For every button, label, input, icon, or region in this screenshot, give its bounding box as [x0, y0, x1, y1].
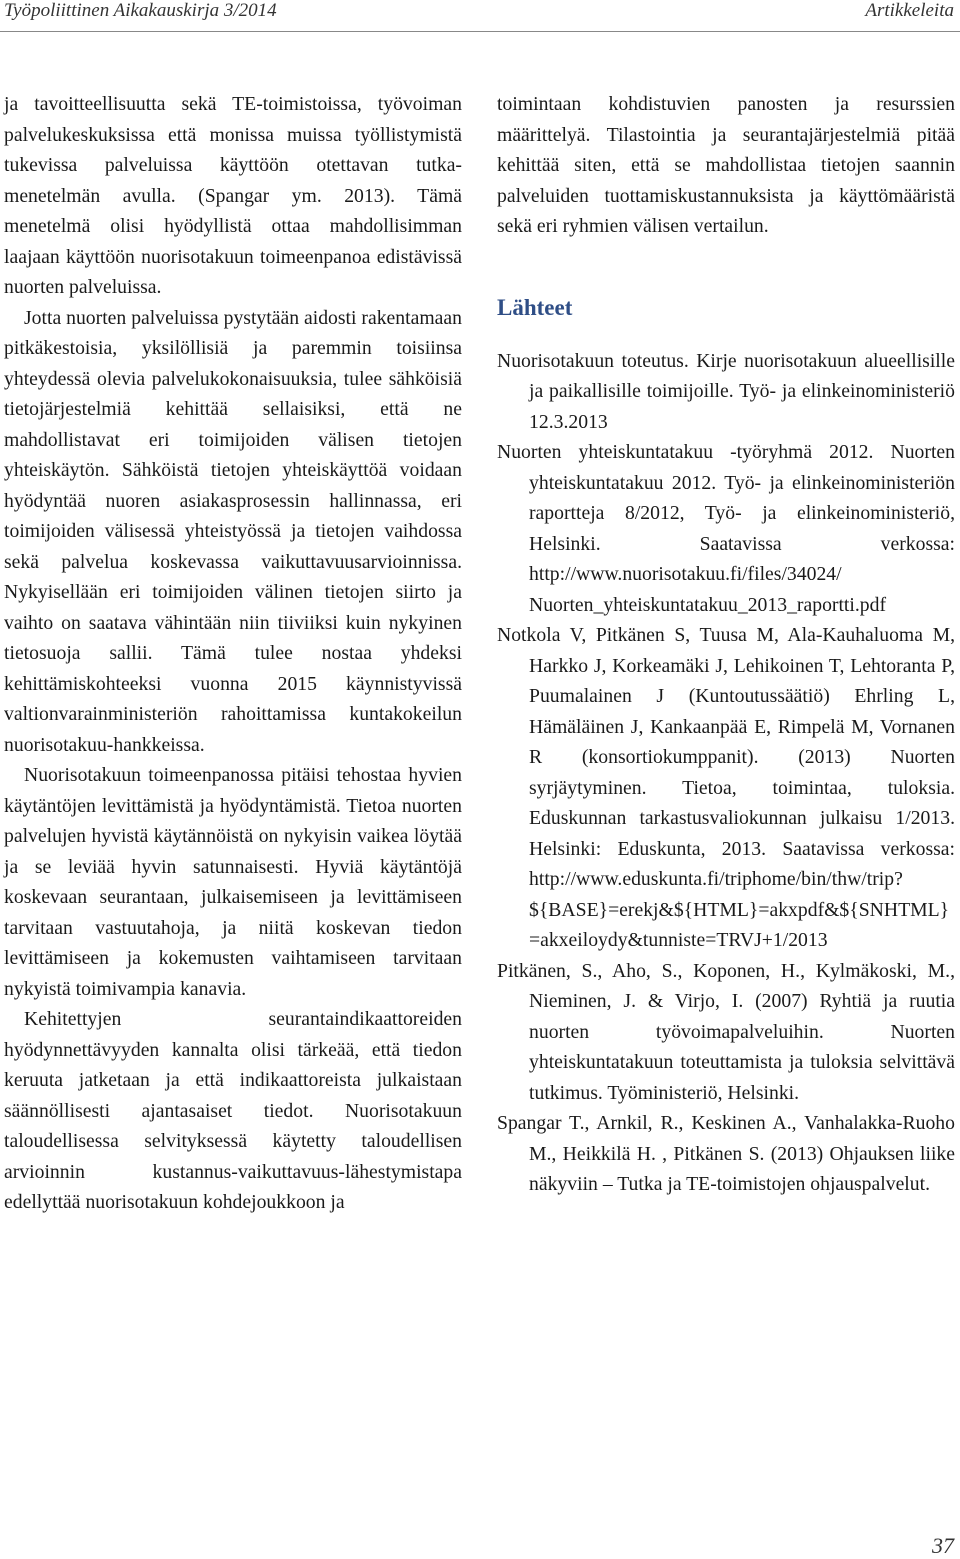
body-paragraph: ja tavoitteellisuutta sekä TE-toimistoissa, työvoiman palvelukeskuksissa että monissa muissa työllistymistä tukevissa palveluissa käyttöön otettavan tutka-menetelmän avulla. (Spangar ym. 2013). Tämä menetelmä olisi hyödyllistä ottaa mahdollisimman laajaan käyttöön nuorisotakuun toimeenpanoa edistävissä nuorten palveluissa. [4, 93, 462, 298]
reference-item: Nuorten yhteiskuntatakuu -työryhmä 2012. Nuorten yhteiskuntatakuu 2012. Työ- ja elinkeinoministeriön raportteja 8/2012, Työ- ja elinkeinoministeriö, Helsinki. Saatavissa verkossa: http://www.nuorisotakuu.fi/files/34024/ Nuorten_yhteiskuntatakuu_2013_raportti.pdf [497, 441, 955, 616]
page-number: 37 [932, 1533, 954, 1558]
body-paragraph: Nuorisotakuun toimeenpanossa pitäisi tehostaa hyvien käytäntöjen levittämistä ja hyödyntämistä. Tietoa nuorten palvelujen hyvistä käytännöistä on nykyisin vaikea löytää ja se leviää hyvin satunnaisesti. Hyviä käytäntöjä koskevaan seurantaan, julkaisemiseen ja levittämiseen tarvitaan vastuutahoja, ja niitä koskevan tiedon levittämiseen ja kokemusten vaihtamiseen tarvitaan nykyistä toimivampia kanavia. [4, 764, 462, 1000]
left-column [4, 89, 462, 1218]
reference-item: Nuorisotakuun toteutus. Kirje nuorisotakuun alueellisille ja paikallisille toimijoille. Työ- ja elinkeinoministeriö 12.3.2013 [497, 349, 955, 433]
reference-item: Pitkänen, S., Aho, S., Koponen, H., Kylmäkoski, M., Nieminen, J. & Virjo, I. (2007) Ryhtiä ja ruutia nuorten työvoimapalveluihin. Nuorten yhteiskuntatakuun toteuttamista ja tuloksia selvittävä tutkimus. Työministeriö, Helsinki. [497, 959, 955, 1104]
right-column [497, 89, 955, 1200]
header-rule [0, 31, 960, 32]
journal-title: Työpoliittinen Aikakauskirja 3/2014 [4, 0, 277, 21]
running-header [0, 0, 960, 24]
reference-item: Spangar T., Arnkil, R., Keskinen A., Vanhalakka-Ruoho M., Heikkilä H. , Pitkänen S. (2013) Ohjauksen liike näkyviin – Tutka ja TE-toimistojen ohjauspalvelut. [497, 1112, 955, 1195]
body-paragraph: Kehitettyjen seurantaindikaattoreiden hyödynnettävyyden kannalta olisi tärkeää, että tiedon keruuta jatketaan ja että indikaattoreista julkaistaan säännöllisesti ajantasaiset tiedot. Nuorisotakuun taloudellisessa selvityksessä käytetty taloudellisen arvioinnin kustannus-vaikuttavuus-lähestymistapa edellyttää nuorisotakuun kohdejoukkoon ja [4, 1008, 462, 1213]
body-paragraph: Jotta nuorten palveluissa pystytään aidosti rakentamaan pitkäkestoisia, yksilöllisiä ja paremmin toisiinsa yhteydessä olevia palvelukokonaisuuksia, tulee sähköisiä tietojärjestelmiä kehittää sellaisiksi, että ne mahdollistavat eri toimijoiden välisen tietojen yhteiskäytön. Sähköistä tietojen yhteiskäyttöä voidaan hyödyntää nuoren asiakasprosessin hallinnassa, eri toimijoiden välisessä yhteistyössä ja tietojen vaihdossa sekä palvelua koskevassa vaikuttavuusarvioinnissa. Nykyisellään eri toimijoiden välinen tietojen siirto ja vaihto on saatava vähintään niin tiiviiksi kuin nykyinen tietosuoja sallii. Tämä tulee nostaa yhdeksi kehittämiskohteeksi vuonna 2015 käynnistyvissä valtionvarainministeriön rahoittamissa kuntakokeilun nuorisotakuu-hankkeissa. [4, 306, 462, 756]
section-title: Artikkeleita [865, 0, 954, 21]
body-paragraph: toimintaan kohdistuvien panosten ja resurssien määrittelyä. Tilastointia ja seurantajärjestelmiä pitää kehittää siten, että se mahdollistaa tietojen saannin palveluiden tuottamiskustannuksista ja käyttömääristä sekä eri ryhmien välisen vertailun. [497, 93, 955, 237]
reference-item: Notkola V, Pitkänen S, Tuusa M, Ala-Kauhaluoma M, Harkko J, Korkeamäki J, Lehikoinen T, Lehtoranta P, Puumalainen J (Kuntoutussäätiö) Ehrling L, Hämäläinen J, Kankaanpää E, Rimpelä M, Vornanen R (konsortiokumppanit). (2013) Nuorten syrjäytyminen. Tietoa, toimintaa, tuloksia. Eduskunnan tarkastusvaliokunnan julkaisu 1/2013. Helsinki: Eduskunta, 2013. Saatavissa verkossa: http://www.eduskunta.fi/triphome/bin/thw/trip?${BASE}=erekj&${HTML}=akxpdf&${SNHTML}=akxeiloydy&tunniste=TRVJ+1/2013 [497, 624, 955, 951]
references-heading: Lähteet [497, 294, 573, 320]
